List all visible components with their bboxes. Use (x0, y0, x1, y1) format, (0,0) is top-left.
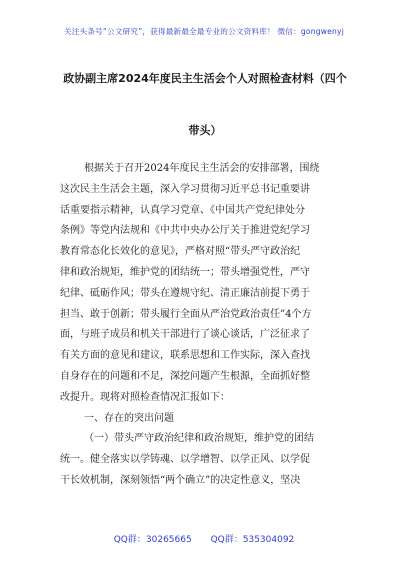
qq-group-1: QQ群：30265665 (113, 535, 192, 545)
section-heading: 一、存在的突出问题 (84, 412, 174, 424)
promo-banner: 关注头条号“公文研究”，获得最新最全最专业的公文资料库！ 微信：gongwenyj (63, 27, 345, 36)
body-line: 改提升。现将对照检查情况汇报如下： (60, 391, 230, 403)
document-body (60, 159, 352, 492)
footer-qq-groups (0, 532, 408, 545)
body-line: 话重要指示精神，认真学习党章、《中国共产党纪律处分 (60, 204, 305, 216)
body-line: 统一。健全落实以学铸魂、以学增智、以学正风、以学促 (60, 454, 310, 466)
body-line: 这次民主生活会主题，深入学习贯彻习近平总书记重要讲 (60, 183, 310, 195)
body-line: 担当、敢于创新；带头履行全面从严治党政治责任”4个方 (60, 308, 312, 320)
body-line: 条例》等党内法规和《中共中央办公厅关于推进党纪学习 (60, 225, 310, 237)
document-title-line-1: 政协副主席2024年度民主生活会个人对照检查材料（四个 (63, 72, 347, 85)
body-line: 面，与班子成员和机关干部进行了谈心谈话，广泛征求了 (60, 329, 310, 341)
header-area (0, 0, 408, 46)
body-line: 纪律、砥砺作风；带头在遵规守纪、清正廉洁前提下勇于 (60, 287, 310, 299)
document-title-line-2: 带头） (188, 124, 222, 137)
body-line: 律和政治规矩，维护党的团结统一；带头增强党性，严守 (60, 266, 310, 278)
body-line: 自身存在的问题和不足，深挖问题产生根源，全面抓好整 (60, 370, 310, 382)
body-line: 根据关于召开2024年度民主生活会的安排部署，围绕 (84, 163, 320, 174)
body-line: 干长效机制，深刻领悟“两个确立”的决定性意义，坚决 (60, 474, 301, 486)
subsection-heading: （一）带头严守政治纪律和政治规矩，维护党的团结 (84, 433, 314, 445)
body-line: 教育常态化长效化的意见》，严格对照“带头严守政治纪 (60, 246, 301, 258)
qq-group-2: QQ群：535304092 (210, 535, 295, 545)
body-line: 有关方面的意见和建议，联系思想和工作实际，深入查找 (60, 350, 310, 362)
